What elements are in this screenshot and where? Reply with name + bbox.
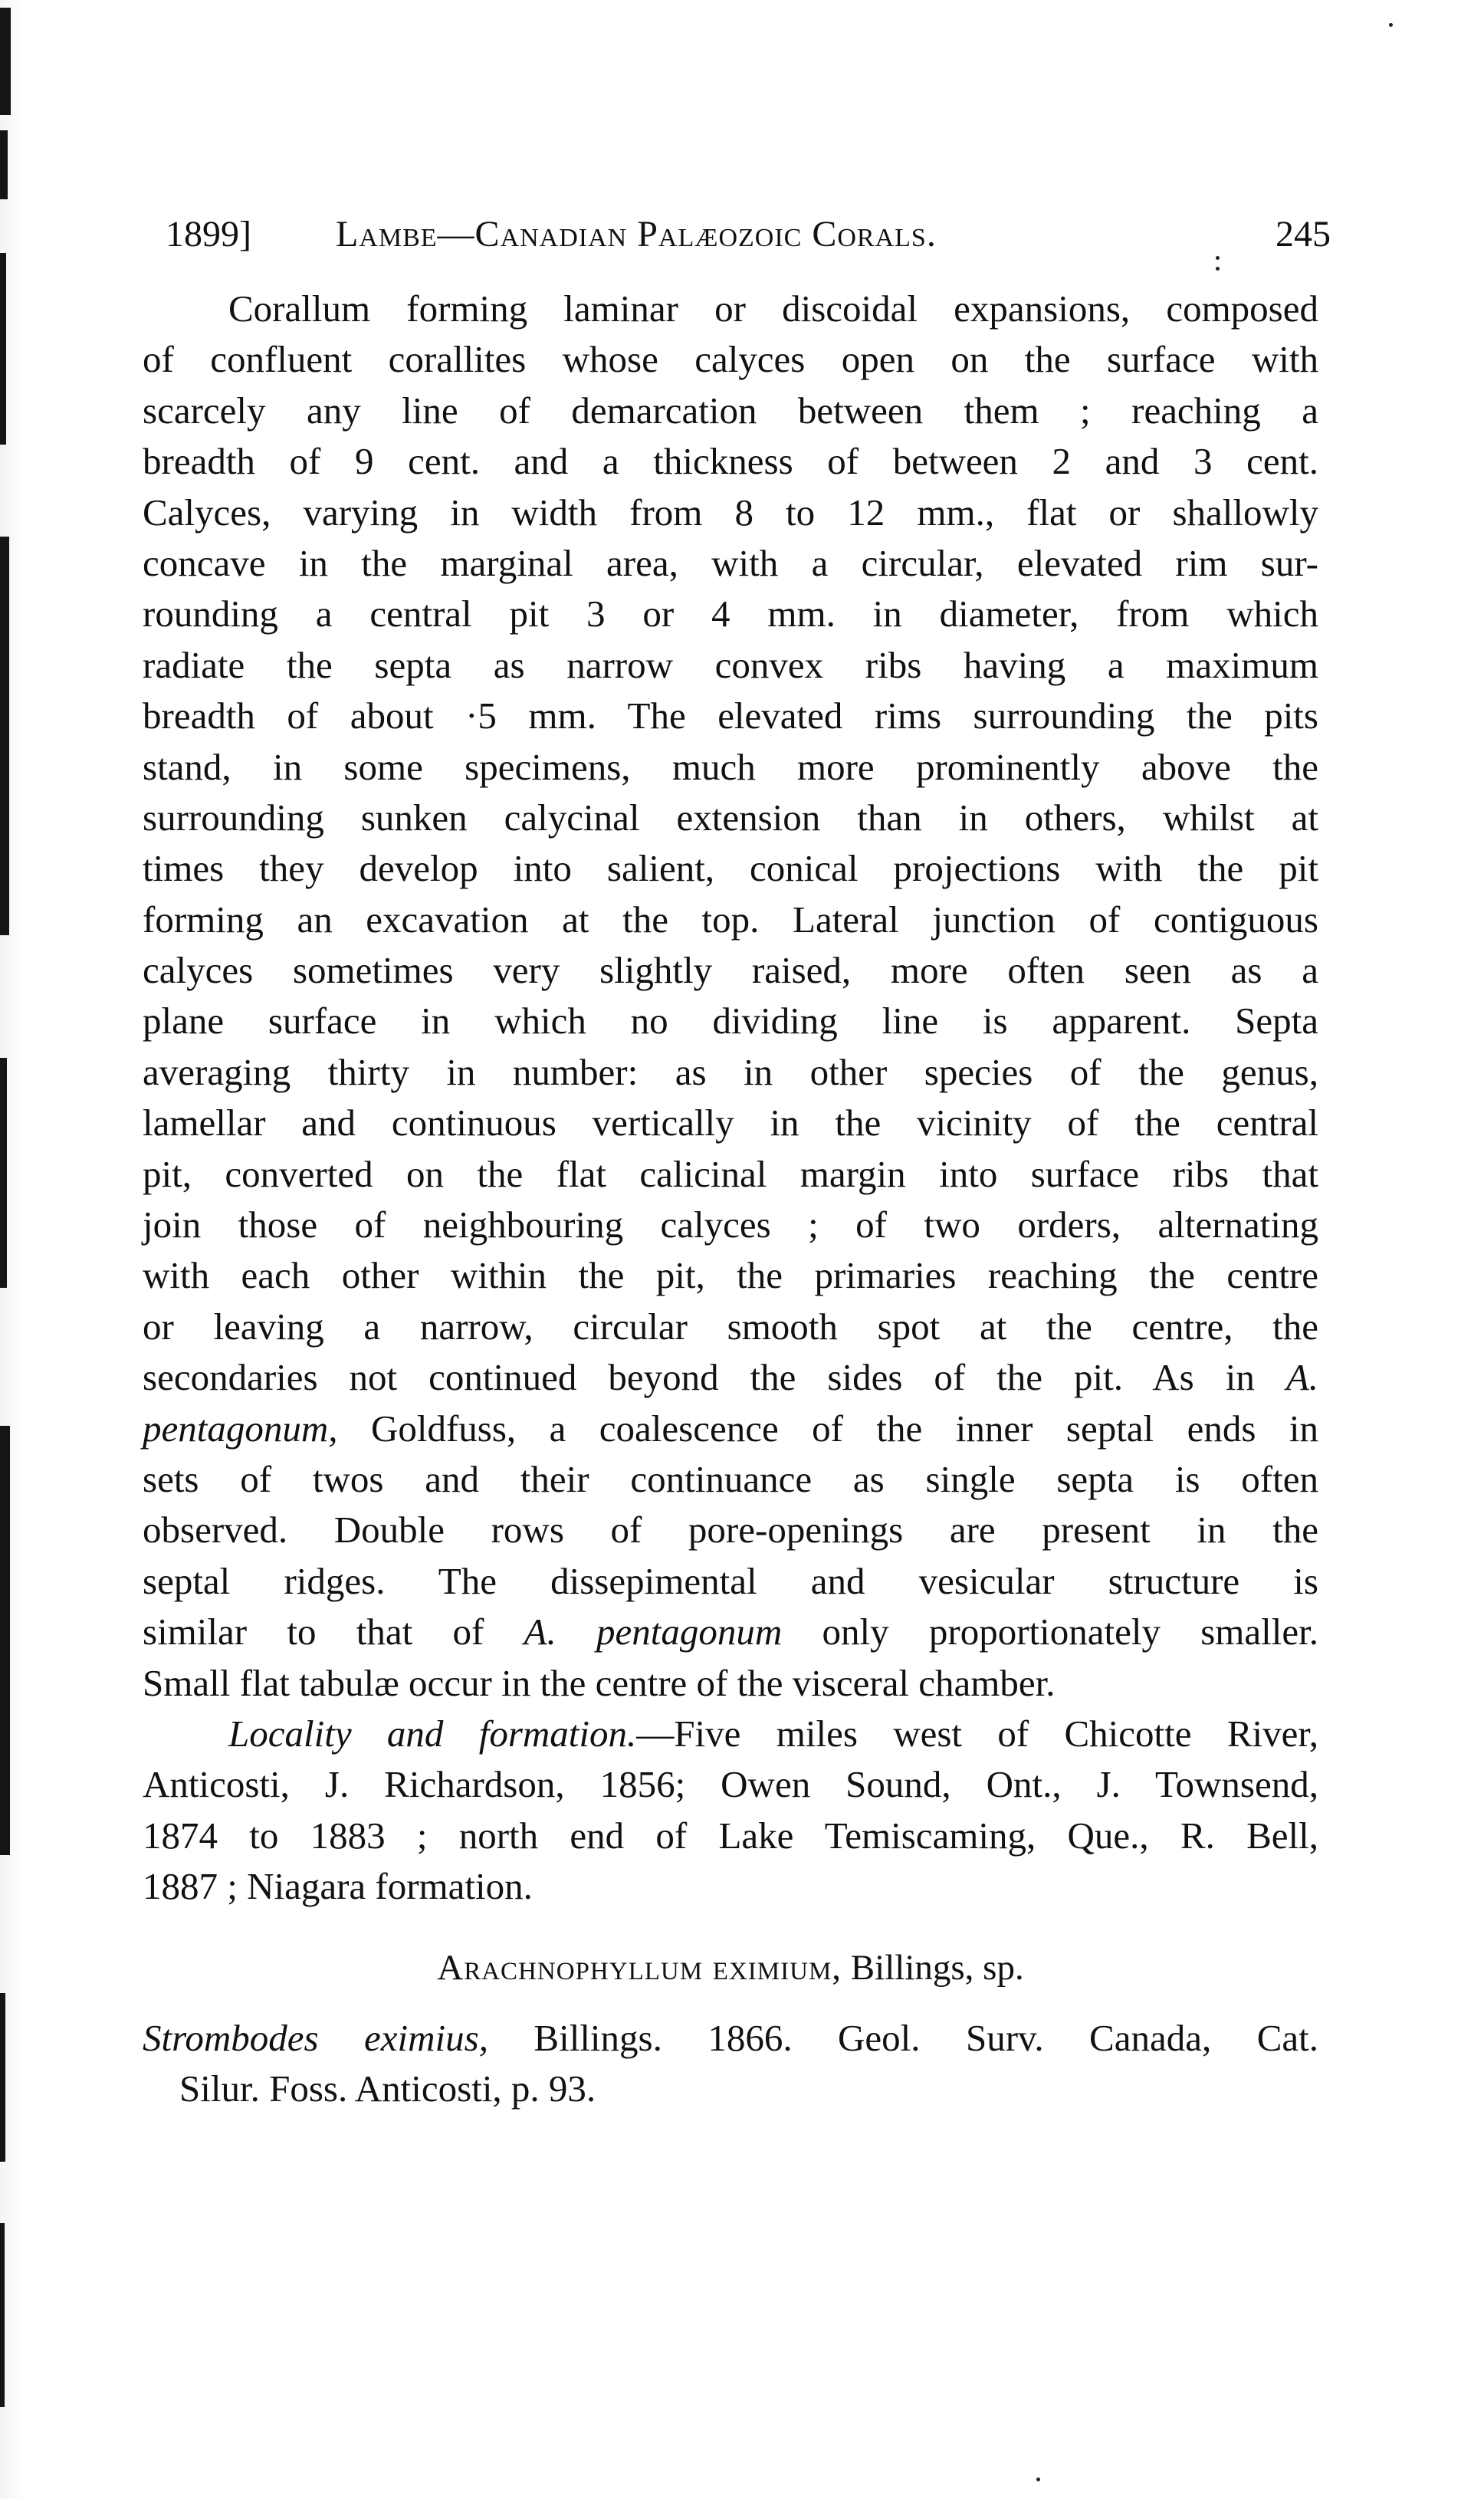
- paper-speck: [1036, 2478, 1040, 2481]
- species-name: A. pentagonum: [524, 1611, 783, 1653]
- binding-shadow: [0, 537, 9, 935]
- description-line: [143, 1404, 1318, 1454]
- description-line: lamellar and continuous vertically in the vicinity of the central: [143, 1102, 1318, 1144]
- locality-line: Anticosti, J. Richardson, 1856; Owen Sound, Ont., J. Townsend,: [143, 1763, 1318, 1806]
- locality-line: 1887 ; Niagara formation.: [143, 1865, 533, 1908]
- description-line: join those of neighbouring calyces ; of two orders, alternating: [143, 1204, 1318, 1246]
- description-line: averaging thirty in number: as in other species of the genus,: [143, 1050, 1318, 1093]
- binding-edge: [0, 0, 26, 2499]
- description-line: septal ridges. The dissepimental and vesicular structure is: [143, 1559, 1318, 1602]
- description-line: rounding a central pit 3 or 4 mm. in diameter, from which: [143, 593, 1318, 635]
- description-line: Calyces, varying in width from 8 to 12 mm., flat or shallowly: [143, 491, 1318, 534]
- description-line: Small flat tabulæ occur in the centre of the visceral chamber.: [143, 1661, 1056, 1704]
- description-line: plane surface in which no dividing line is apparent. Septa: [143, 1000, 1318, 1043]
- description-line: [143, 1607, 1318, 1657]
- description-line: radiate the septa as narrow convex ribs having a maximum: [143, 643, 1318, 686]
- binding-shadow: [0, 8, 11, 115]
- genus-abbreviation: A.: [1285, 1356, 1318, 1399]
- synonymy-line: Silur. Foss. Anticosti, p. 93.: [179, 2067, 596, 2110]
- description-line-text: similar to that of: [143, 1611, 524, 1653]
- binding-shadow: [0, 253, 6, 445]
- page-number: 245: [1276, 214, 1331, 254]
- synonym-citation: Billings. 1866. Geol. Surv. Canada, Cat.: [488, 2017, 1318, 2059]
- description-line-text: only proportionately smaller.: [782, 1611, 1319, 1653]
- species-heading-authority: Billings, sp.: [842, 1948, 1024, 1988]
- running-head-title: Lambe—Canadian Palæozoic Corals.: [336, 214, 937, 254]
- locality-text: —Five miles west of Chicotte River,: [636, 1712, 1318, 1755]
- description-line: pit, converted on the flat calicinal margin into surface ribs that: [143, 1152, 1318, 1195]
- description-line: or leaving a narrow, circular smooth spot at the centre, the: [143, 1305, 1318, 1348]
- description-line: sets of twos and their continuance as single septa is often: [143, 1457, 1318, 1500]
- paper-speck: [1216, 267, 1220, 271]
- species-heading: [143, 1942, 1318, 1993]
- synonymy-entry: [143, 2013, 1318, 2115]
- description-line: breadth of about ·5 mm. The elevated rims surrounding the pits: [143, 695, 1318, 737]
- description-line: calyces sometimes very slightly raised, more often seen as a: [143, 949, 1318, 992]
- synonymy-line: [143, 2013, 1318, 2064]
- description-line: surrounding sunken calycinal extension than in others, whilst at: [143, 796, 1318, 839]
- running-head-year: 1899]: [166, 214, 251, 254]
- synonym-name: Strombodes eximius,: [143, 2017, 488, 2059]
- description-line: [143, 1352, 1318, 1403]
- description-line: scarcely any line of demarcation between them ; reaching a: [143, 389, 1318, 432]
- description-line: forming an excavation at the top. Lateral junction of contiguous: [143, 898, 1318, 941]
- species-epithet: pentagonum,: [143, 1407, 338, 1450]
- locality-label: Locality and formation.: [228, 1712, 637, 1755]
- locality-line: [143, 1709, 1318, 1759]
- description-line: breadth of 9 cent. and a thickness of between 2 and 3 cent.: [143, 440, 1318, 483]
- description-line: with each other within the pit, the primaries reaching the centre: [143, 1254, 1318, 1297]
- species-description: [143, 284, 1318, 1913]
- binding-shadow: [0, 1426, 10, 1855]
- description-line-text: secondaries not continued beyond the sides of the pit. As in: [143, 1356, 1255, 1399]
- running-head: [166, 212, 1331, 258]
- binding-shadow: [0, 1058, 7, 1288]
- description-line: Corallum forming laminar or discoidal expansions, composed: [228, 287, 1318, 330]
- description-line: of confluent corallites whose calyces open on the surface with: [143, 338, 1318, 381]
- locality-line: 1874 to 1883 ; north end of Lake Temiscaming, Que., R. Bell,: [143, 1814, 1318, 1857]
- description-line: times they develop into salient, conical projections with the pit: [143, 847, 1318, 890]
- description-line: observed. Double rows of pore-openings are present in the: [143, 1509, 1318, 1552]
- description-line: stand, in some specimens, much more prominently above the: [143, 745, 1318, 788]
- binding-shadow: [0, 1993, 5, 2162]
- description-line: concave in the marginal area, with a circular, elevated rim sur-: [143, 541, 1318, 584]
- description-line-text: Goldfuss, a coalescence of the inner septal ends in: [337, 1407, 1318, 1450]
- binding-shadow: [0, 2223, 5, 2407]
- binding-shadow: [0, 130, 8, 199]
- species-heading-name: Arachnophyllum eximium,: [437, 1948, 842, 1988]
- paper-speck: [1389, 23, 1393, 27]
